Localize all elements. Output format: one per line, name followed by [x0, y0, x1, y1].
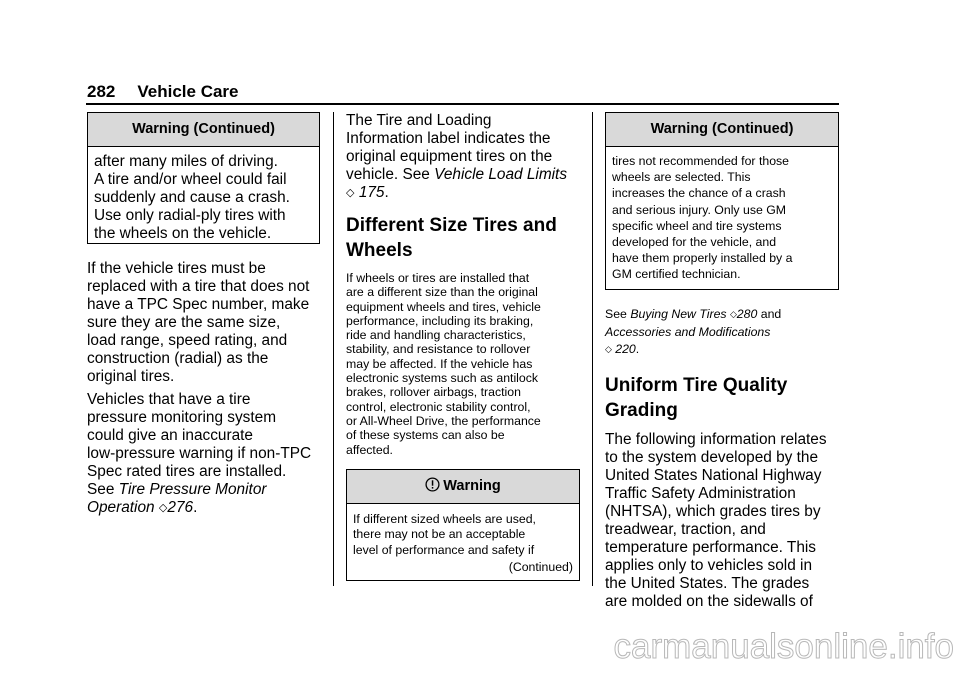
- warning-line: GM certified technician.: [612, 267, 741, 282]
- heading-different-size-tires: [346, 213, 580, 263]
- text-line: treadwear, traction, and: [605, 521, 766, 538]
- text-see: See: [605, 307, 627, 321]
- text-line: replaced with a tire that does not: [87, 278, 310, 295]
- page-ref-icon: ◇: [158, 502, 168, 514]
- warning-line: A tire and/or wheel could fail: [94, 171, 287, 188]
- text-line: ride and handling characteristics,: [346, 328, 526, 343]
- text-line: The following information relates: [605, 431, 827, 448]
- column-3: [605, 112, 839, 611]
- warning-line: increases the chance of a crash: [612, 186, 786, 201]
- warning-box: [346, 469, 580, 581]
- text-line: vehicle. See: [346, 166, 430, 183]
- warning-line: Use only radial-ply tires with: [94, 207, 286, 224]
- paragraph-tire-replacement: [87, 260, 320, 386]
- warning-line: tires not recommended for those: [612, 154, 790, 168]
- link-vehicle-load-limits[interactable]: Vehicle Load Limits: [434, 166, 568, 183]
- text-line: of these systems can also be: [346, 428, 505, 443]
- text-line: original tires.: [87, 368, 175, 385]
- warning-header: Warning (Continued): [606, 113, 838, 147]
- link-operation[interactable]: Operation: [87, 499, 155, 516]
- text-line: stability, and resistance to rollover: [346, 342, 531, 357]
- text-see: See: [87, 481, 115, 498]
- page-ref-280[interactable]: 280: [736, 307, 758, 321]
- warning-body: [347, 504, 579, 575]
- paragraph-different-size: [346, 271, 580, 457]
- text-line: applies only to vehicles sold in: [605, 557, 813, 574]
- warning-line: have them properly installed by a: [612, 251, 793, 266]
- warning-icon: [425, 477, 440, 492]
- column-2: [346, 112, 580, 581]
- text-and: and: [760, 307, 782, 321]
- warning-body: [88, 147, 319, 243]
- text-line: If the vehicle tires must be: [87, 260, 266, 277]
- paragraph-loading-label: [346, 112, 580, 203]
- text-line: to the system developed by the: [605, 449, 819, 466]
- text-line: performance, including its braking,: [346, 313, 534, 328]
- warning-body: [606, 147, 838, 283]
- text-line: the United States. The grades: [605, 575, 810, 592]
- link-tire-pressure-monitor[interactable]: Tire Pressure Monitor: [118, 481, 267, 498]
- continued-label: (Continued): [508, 559, 573, 574]
- warning-header: [347, 470, 579, 504]
- text-line: original equipment tires on the: [346, 148, 553, 165]
- text-line: Information label indicates the: [346, 130, 551, 147]
- text-line: have a TPC Spec number, make: [87, 296, 310, 313]
- text-line: are molded on the sidewalls of: [605, 593, 813, 610]
- text-line: load range, speed rating, and: [87, 332, 288, 349]
- warning-line: level of performance and safety if: [353, 543, 535, 558]
- column-divider-1: [333, 112, 334, 586]
- text-line: Vehicles that have a tire: [87, 391, 251, 408]
- text-line: may be affected. If the vehicle has: [346, 356, 533, 371]
- text-line: brakes, rollover airbags, traction: [346, 385, 521, 400]
- watermark-text: carmanualsonline.info: [613, 627, 954, 666]
- warning-box-continued: [605, 112, 839, 290]
- text-line: (NHTSA), which grades tires by: [605, 503, 821, 520]
- text-line: Spec rated tires are installed.: [87, 463, 287, 480]
- text-line: equipment wheels and tires, vehicle: [346, 299, 541, 314]
- watermark: [588, 620, 958, 668]
- punctuation: .: [193, 499, 198, 516]
- punctuation: .: [635, 342, 640, 356]
- warning-line: there may not be an acceptable: [353, 527, 526, 542]
- text-line: electronic systems such as antilock: [346, 371, 539, 386]
- text-line: could give an inaccurate: [87, 427, 253, 444]
- page-header: [87, 82, 239, 102]
- paragraph-see-also: [605, 306, 839, 359]
- warning-line: developed for the vehicle, and: [612, 235, 777, 250]
- warning-line: specific wheel and tire systems: [612, 218, 782, 233]
- text-line: temperature performance. This: [605, 539, 817, 556]
- section-title: Vehicle Care: [137, 82, 239, 101]
- text-line: affected.: [346, 442, 393, 457]
- page-ref-175[interactable]: 175: [358, 184, 385, 201]
- heading-line: Wheels: [346, 240, 413, 261]
- text-line: United States National Highway: [605, 467, 822, 484]
- paragraph-utqg: [605, 431, 839, 611]
- warning-line: If different sized wheels are used,: [353, 511, 536, 526]
- link-buying-new-tires[interactable]: Buying New Tires: [630, 307, 727, 321]
- warning-line: the wheels on the vehicle.: [94, 225, 272, 242]
- link-accessories-modifications[interactable]: Accessories and Modifications: [605, 325, 771, 339]
- warning-line: and serious injury. Only use GM: [612, 202, 787, 217]
- text-line: or All-Wheel Drive, the performance: [346, 413, 541, 428]
- text-line: If wheels or tires are installed that: [346, 271, 530, 285]
- heading-line: Uniform Tire Quality: [605, 375, 788, 396]
- column-divider-2: [592, 112, 593, 586]
- text-line: sure they are the same size,: [87, 314, 281, 331]
- text-line: are a different size than the original: [346, 285, 538, 300]
- text-line: The Tire and Loading: [346, 112, 492, 129]
- warning-line: suddenly and cause a crash.: [94, 189, 290, 206]
- heading-line: Grading: [605, 400, 678, 421]
- punctuation: .: [384, 184, 389, 201]
- page-number: 282: [87, 82, 116, 101]
- warning-header: Warning (Continued): [88, 113, 319, 147]
- header-rule: [86, 103, 839, 105]
- heading-uniform-tire-quality: [605, 373, 839, 423]
- text-line: low-pressure warning if non-TPC: [87, 445, 312, 462]
- page-ref-icon: ◇: [346, 187, 355, 199]
- warning-box-continued: [87, 112, 320, 244]
- warning-title: Warning: [443, 477, 501, 494]
- page-ref-276[interactable]: 276: [167, 499, 194, 516]
- warning-line: wheels are selected. This: [612, 170, 751, 185]
- text-line: construction (radial) as the: [87, 350, 269, 367]
- warning-line: after many miles of driving.: [94, 153, 278, 170]
- paragraph-tpms: [87, 391, 320, 518]
- page-ref-icon: ◇: [605, 344, 612, 354]
- text-line: Traffic Safety Administration: [605, 485, 796, 502]
- text-line: pressure monitoring system: [87, 409, 277, 426]
- page-ref-220[interactable]: 220: [615, 342, 636, 356]
- heading-line: Different Size Tires and: [346, 215, 557, 236]
- column-1: [87, 112, 320, 518]
- page-ref-icon: ◇: [729, 309, 737, 319]
- text-line: control, electronic stability control,: [346, 399, 531, 414]
